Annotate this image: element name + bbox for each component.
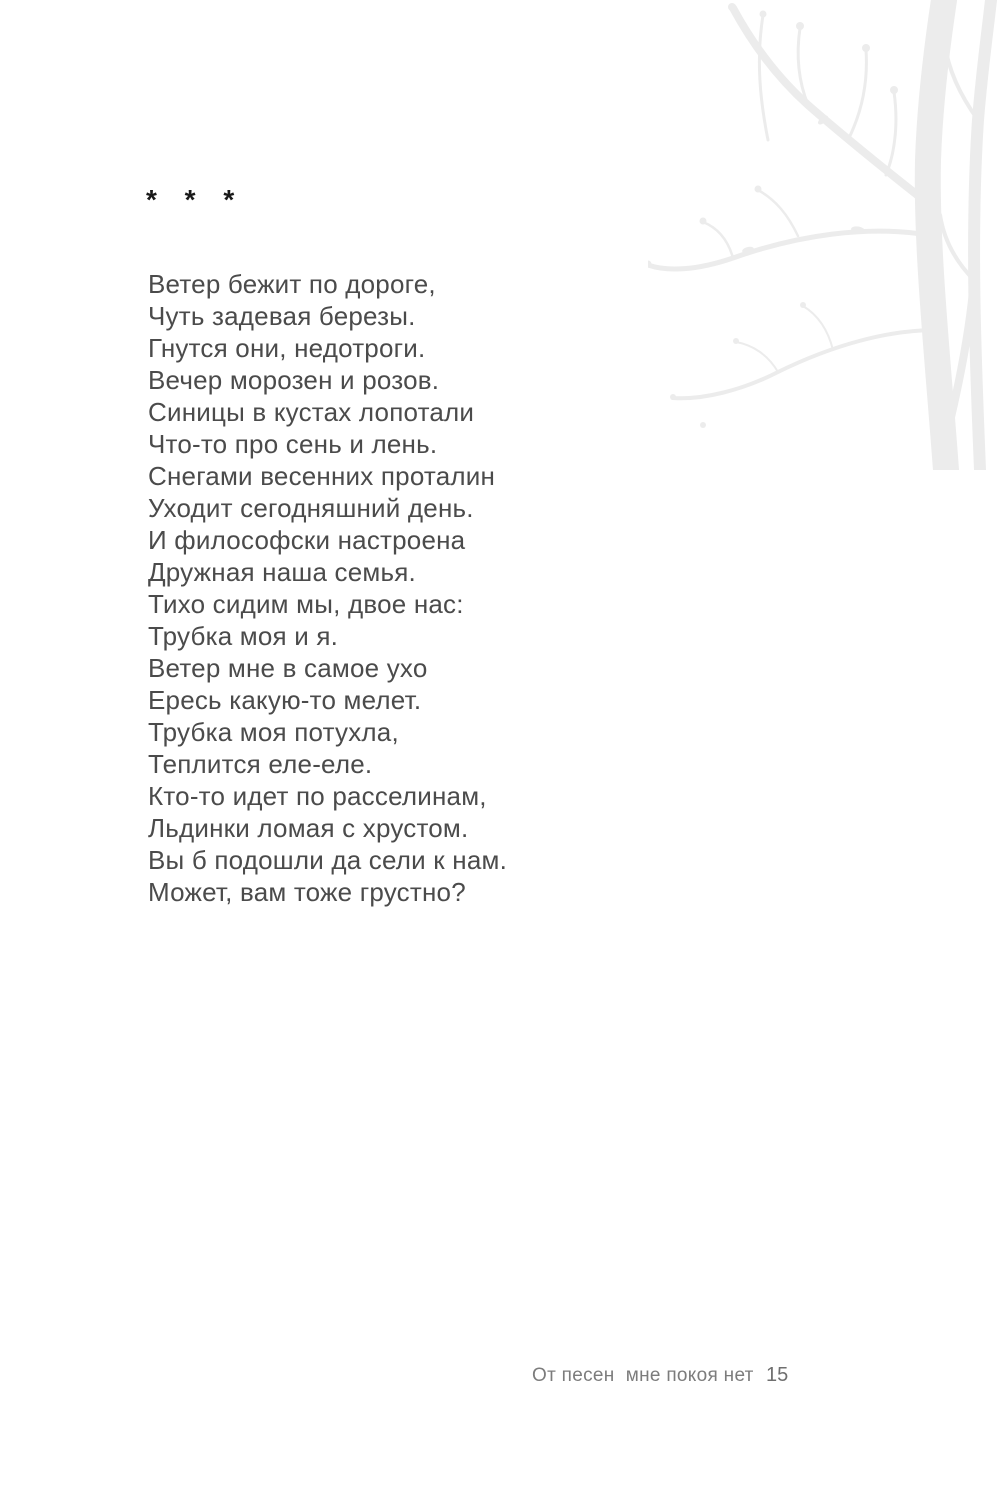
- poem-line: Тихо сидим мы, двое нас:: [148, 589, 464, 619]
- poem-line: Вечер морозен и розов.: [148, 365, 440, 395]
- poem-line: Вы б подошли да сели к нам.: [148, 845, 508, 875]
- tree-branches-illustration: [648, 0, 1000, 470]
- poem-line: Ветер мне в самое ухо: [148, 653, 428, 683]
- poem-line: Синицы в кустах лопотали: [148, 397, 475, 427]
- poem-line: Чуть задевая березы.: [148, 301, 416, 331]
- poem-line: Трубка моя и я.: [148, 621, 339, 651]
- poem-line: Снегами весенних проталин: [148, 461, 496, 491]
- poem-line: Ветер бежит по дороге,: [148, 269, 436, 299]
- page-number: 15: [766, 1364, 789, 1386]
- poem: [148, 268, 507, 908]
- poem-line: Гнутся они, недотроги.: [148, 333, 426, 363]
- poem-line: Дружная наша семья.: [148, 557, 416, 587]
- poem-line: Теплится еле-еле.: [148, 749, 373, 779]
- poem-line: Льдинки ломая с хрустом.: [148, 813, 469, 843]
- running-title: От песен мне покоя нет: [532, 1365, 754, 1386]
- poem-line: Что-то про сень и лень.: [148, 429, 438, 459]
- poem-line: И философски настроена: [148, 525, 466, 555]
- poem-line: Ересь какую-то мелет.: [148, 685, 422, 715]
- poem-line: Может, вам тоже грустно?: [148, 877, 466, 907]
- section-marker: * * *: [146, 184, 245, 215]
- poem-line: Трубка моя потухла,: [148, 717, 399, 747]
- poem-line: Уходит сегодняшний день.: [148, 493, 474, 523]
- poem-line: Кто-то идет по расселинам,: [148, 781, 487, 811]
